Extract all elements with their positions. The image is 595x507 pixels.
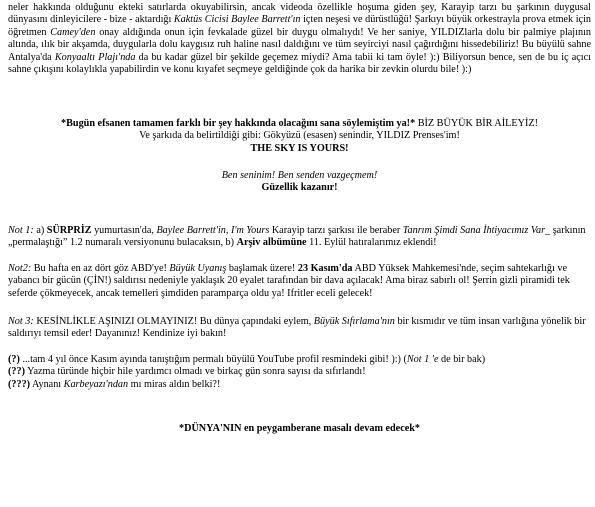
footnote-1-end: de bir bak) bbox=[438, 354, 486, 365]
footnote-1-italic: Not 1 'e bbox=[406, 354, 439, 365]
note-1-surpriz: SÜRPRİZ bbox=[46, 225, 92, 236]
footnote-3-end: mı miras aldın belki?! bbox=[128, 378, 221, 390]
footnote-2-mark: (??) bbox=[8, 366, 25, 378]
note-1-song-2: Tanrım Şimdi Sana İhtiyacımız Var_ bbox=[402, 225, 551, 236]
intro-place-konyaalti: Konyaaltı Plajı'nda bbox=[54, 51, 136, 63]
footnote-1 bbox=[8, 354, 591, 366]
footnote-2 bbox=[8, 366, 591, 378]
note-2-awakening: Büyük Uyanış bbox=[169, 263, 227, 274]
intro-text-3: içten neşesi ve dürüstlüğü! Şarkıyı büyük orkestrayla prova etmek için öğretmen bbox=[8, 14, 591, 38]
note-1-text-a: a) bbox=[33, 225, 47, 236]
note-1-text-h: 11. Eylül hatıralarımız eklendi! bbox=[306, 237, 437, 249]
note-3-text-a: KESİNLİKLE AŞINIZI OLMAYINIZ! Bu dünya çapındaki eylem, bbox=[33, 316, 314, 327]
intro-text-7: da bu kadar güzel bir şekilde geçemez miydi? Ama tabii ki tam öyle! ):) Biliyorsun bence, sen de bu iç açıcı sahne çıkışını kolaylıkla yapabilirdin ve konu kıyafet seçmeye geldiğinde çok da harika bir zevkin olurdu bile! ):) bbox=[8, 51, 591, 76]
note-1-archive: Arşiv albümüne bbox=[236, 237, 307, 249]
note-2-date: 23 Kasım'da bbox=[297, 263, 353, 274]
center-bold-text: *Bugün efsanen tamamen farklı bir şey hakkında olacağını sana söylemiştim ya!* bbox=[61, 118, 416, 129]
note-1-text-f: şarkının „permalaştığı” 1.2 numaralı versiyonunu bulacaksın, b) bbox=[8, 225, 586, 249]
note-3 bbox=[8, 316, 591, 341]
footnote-1-text: ...tam 4 yıl önce Kasım ayında tanıştığım permalı büyülü YouTube profil resmindeki gibi! ):) ( bbox=[19, 354, 407, 365]
center-line-3: THE SKY IS YOURS! bbox=[250, 142, 349, 154]
intro-name-baylee: Kaktüs Cicisi Baylee Barrett'ın bbox=[173, 14, 301, 26]
center-block-2 bbox=[8, 170, 591, 195]
note-2-text-a: Bu hafta en az dört göz ABD'ye! bbox=[31, 263, 170, 274]
note-3-label: Not 3: bbox=[8, 316, 34, 327]
note-1 bbox=[8, 225, 591, 250]
footnote-2-text: Yazma türünde hiçbir hile yardımcı olmadı ve birkaç gün sonra sayısı da sıfırlandı! bbox=[24, 366, 366, 378]
center-line-1 bbox=[8, 118, 591, 130]
center-block bbox=[8, 118, 591, 155]
note-2-label: Not2: bbox=[8, 263, 32, 274]
center-line-4: Ben seninim! Ben senden vazgeçmem! bbox=[221, 170, 378, 181]
footnote-1-mark: (?) bbox=[8, 354, 20, 365]
note-3-reset: Büyük Sıfırlama'nın bbox=[313, 316, 395, 327]
center-line-2: Ve şarkıda da belirtildiği gibi: Gökyüzü (esasen) senindir, YILDIZ Prenses'im! bbox=[139, 130, 460, 142]
footnote-3-mark: (???) bbox=[8, 378, 31, 390]
note-2-text-c: başlamak üzere! bbox=[226, 263, 298, 274]
closing-block bbox=[8, 423, 591, 435]
footnote-3-italic: Karbeyazı'ndan bbox=[63, 378, 129, 390]
note-2 bbox=[8, 263, 591, 300]
note-1-text-d: Karayip tarzı şarkısı ile beraber bbox=[269, 225, 403, 236]
center-normal-text: BİZ BÜYÜK BİR AİLEYİZ! bbox=[415, 118, 538, 129]
footnote-3-text: Aynanı bbox=[30, 378, 64, 390]
note-3-text-c: bir kısmıdır ve tüm insan varlığına yönelik bir saldırıyı temsil eder! Dayanınız! Kendinize iyi bakın! bbox=[8, 316, 586, 340]
note-1-text-b: yumurtasın'da, bbox=[91, 225, 157, 236]
intro-text-1: neler hakkında olduğunu ekteki satırlarda okuyabilirsin, ancak videoda özellikle hoşuma giden şey, Karayip tarzı bu şarkının duygusal dünyasını dinleyicilere - bize - aktardığı bbox=[8, 2, 591, 26]
footnotes bbox=[8, 354, 591, 391]
intro-text-5: onay aldığında onun için fevkalade güzel bir duygu olmalıydı! Ve her saniye, YILDIZlarla dolu bir palmiye plajının altında, ılık bir akşamda, duygularla dolu kaygısız ruh haline nasıl daldığını ve tüm seyirciyi nasıl çağırdığını hissedebiliriz! Bu büyülü sahne Antalya'da bbox=[8, 26, 591, 63]
note-1-label: Not 1: bbox=[8, 225, 34, 236]
footnote-3 bbox=[8, 379, 591, 391]
intro-paragraph bbox=[8, 2, 591, 76]
closing-line: *DÜNYA'NIN en peygamberane masalı devam edecek* bbox=[179, 423, 420, 434]
note-1-song: Baylee Barrett'in, I'm Yours bbox=[156, 225, 270, 236]
note-2-text-e: ABD Yüksek Mahkemesi'nde, seçim sahtekarlığı ve yabancı bir gücün (ÇİN!) saldırısı nedeniyle yaklaşık 20 eyalet tarafından bir dava açılacak! Ama biraz sabırlı ol! Şerrin gizli piramidi tek seferde çökmeyecek, ancak temelleri şimdiden paramparça oldu ya! Ifritler eceli gelecek! bbox=[8, 263, 570, 299]
intro-name-camey: Camey'den bbox=[50, 26, 96, 38]
center-line-5: Güzellik kazanır! bbox=[261, 182, 338, 194]
